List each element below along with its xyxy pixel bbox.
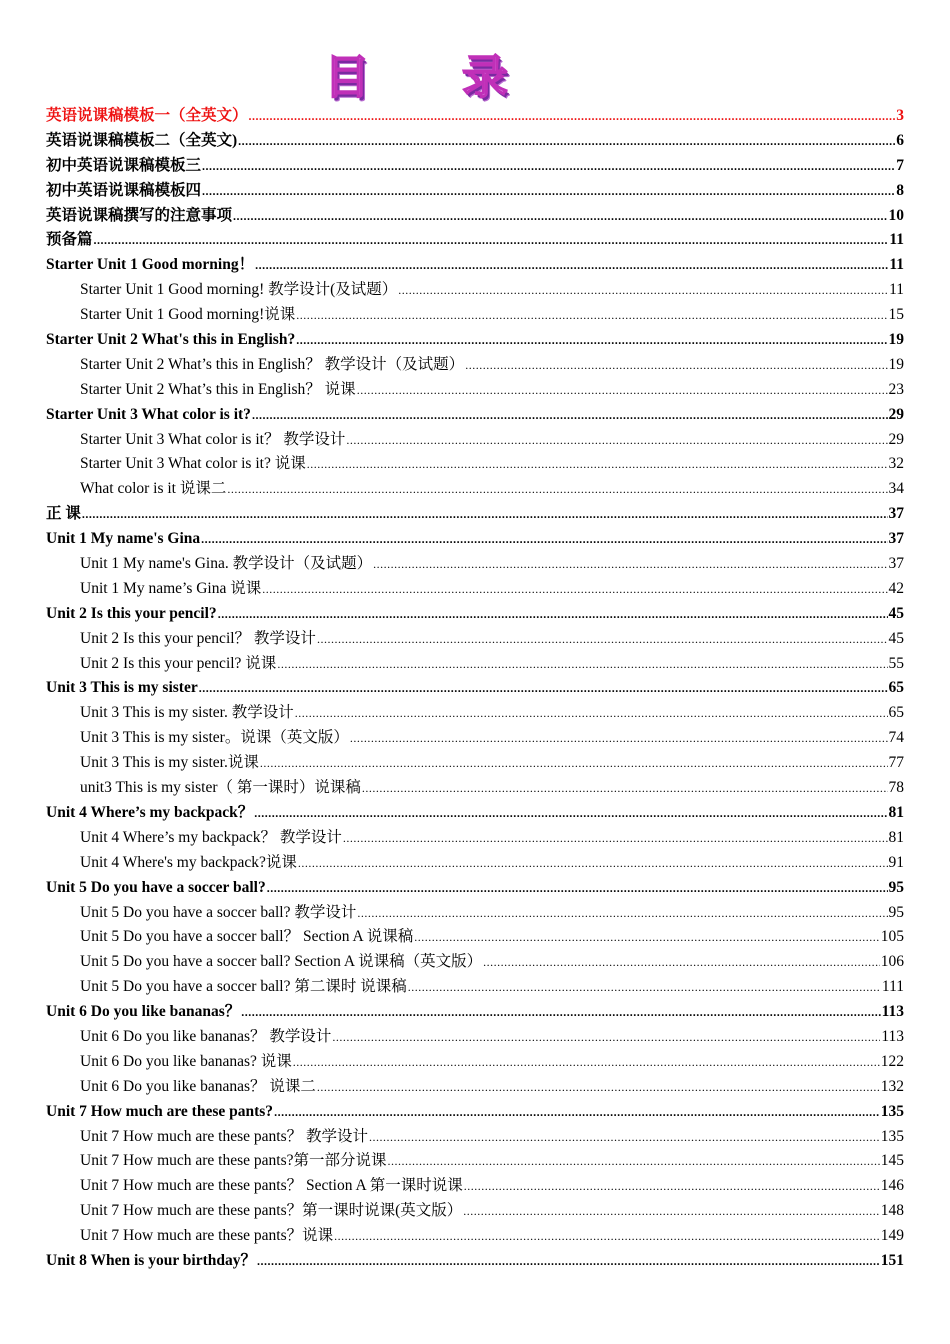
toc-dot-leader (227, 477, 887, 502)
toc-page-number: 37 (888, 530, 904, 548)
toc-dot-leader (298, 851, 888, 876)
toc-entry-title: Unit 1 My name’s Gina 说课 (80, 579, 262, 597)
toc-page-number: 151 (880, 1251, 904, 1269)
toc-page-number: 45 (888, 629, 904, 647)
toc-entry-title: Starter Unit 3 What color is it? 说课 (80, 455, 306, 473)
toc-entry-title: Unit 4 Where’s my backpack？ (46, 803, 254, 821)
toc-entry-subheading[interactable] (46, 776, 904, 801)
toc-page-number: 111 (881, 978, 904, 996)
toc-entry-heading[interactable] (46, 154, 904, 179)
toc-entry-title: 英语说课稿模板二（全英文) (46, 131, 238, 149)
toc-entry-subheading[interactable] (46, 1199, 904, 1224)
toc-dot-leader (218, 602, 888, 627)
toc-entry-heading[interactable] (46, 403, 904, 428)
toc-entry-title: Unit 3 This is my sister。说课（英文版） (80, 729, 349, 747)
toc-dot-leader (296, 328, 887, 353)
toc-entry-title: Unit 1 My name's Gina. 教学设计（及试题） (80, 555, 373, 573)
toc-entry-heading[interactable] (46, 1000, 904, 1025)
toc-entry-subheading[interactable] (46, 975, 904, 1000)
toc-page-number: 8 (896, 181, 904, 199)
toc-entry-title: Unit 3 This is my sister. 教学设计 (80, 704, 294, 722)
toc-dot-leader (252, 403, 888, 428)
toc-entry-title: Starter Unit 3 What color is it? (46, 405, 251, 423)
toc-page-number: 113 (881, 1003, 904, 1021)
toc-page-number: 106 (880, 953, 904, 971)
toc-entry-title: What color is it 说课二 (80, 480, 227, 498)
toc-entry-title: Unit 7 How much are these pants?第一部分说课 (80, 1152, 387, 1170)
toc-dot-leader (82, 502, 888, 527)
toc-entry-subheading[interactable] (46, 701, 904, 726)
toc-dot-leader (465, 353, 887, 378)
toc-dot-leader (257, 1249, 880, 1274)
toc-dot-leader (274, 1100, 880, 1125)
toc-entry-heading[interactable] (46, 502, 904, 527)
toc-page-number: 11 (889, 281, 904, 299)
toc-entry-title: Starter Unit 1 Good morning!说课 (80, 306, 296, 324)
toc-page-number: 10 (888, 206, 904, 224)
toc-page-number: 19 (888, 331, 904, 349)
toc-dot-leader (295, 701, 888, 726)
toc-page-number: 34 (888, 480, 904, 498)
toc-dot-leader (238, 129, 895, 154)
toc-page-number: 74 (888, 729, 904, 747)
toc-entry-heading[interactable] (46, 104, 904, 129)
toc-entry-title: Unit 7 How much are these pants？第一课时说课(英文版） (80, 1202, 463, 1220)
toc-entry-title: Starter Unit 2 What’s this in English？ 说课 (80, 380, 356, 398)
toc-entry-heading[interactable] (46, 228, 904, 253)
toc-entry-title: Unit 2 Is this your pencil？ 教学设计 (80, 629, 316, 647)
toc-entry-title: Starter Unit 1 Good morning！ (46, 256, 255, 274)
toc-entry-title: Starter Unit 3 What color is it？ 教学设计 (80, 430, 346, 448)
toc-page-number: 29 (888, 405, 904, 423)
toc-entry-title: Unit 2 Is this your pencil? (46, 604, 217, 622)
toc-entry-title: Unit 6 Do you like bananas？ 说课二 (80, 1077, 316, 1095)
toc-entry-title: Unit 7 How much are these pants？ Section A 第一课时说课 (80, 1177, 463, 1195)
toc-dot-leader (373, 552, 887, 577)
toc-dot-leader (357, 901, 887, 926)
toc-entry-subheading[interactable] (46, 1224, 904, 1249)
toc-entry-subheading[interactable] (46, 826, 904, 851)
toc-entry-subheading[interactable] (46, 925, 904, 950)
toc-entry-subheading[interactable] (46, 428, 904, 453)
toc-entry-heading[interactable] (46, 1100, 904, 1125)
toc-dot-leader (293, 1050, 880, 1075)
toc-dot-leader (201, 527, 887, 552)
toc-entry-title: Unit 5 Do you have a soccer ball？ Section A 说课稿 (80, 928, 414, 946)
toc-page-number: 6 (896, 131, 904, 149)
toc-dot-leader (277, 652, 887, 677)
toc-page-number: 81 (888, 803, 904, 821)
toc-dot-leader (398, 278, 888, 303)
toc-entry-heading[interactable] (46, 801, 904, 826)
toc-page-number: 135 (880, 1102, 904, 1120)
toc-dot-leader (362, 776, 888, 801)
toc-entry-subheading[interactable] (46, 950, 904, 975)
page-title: 目 录 (324, 50, 547, 104)
toc-entry-subheading[interactable] (46, 1075, 904, 1100)
toc-entry-subheading[interactable] (46, 851, 904, 876)
toc-entry-subheading[interactable] (46, 353, 904, 378)
toc-dot-leader (388, 1149, 880, 1174)
toc-entry-heading[interactable] (46, 876, 904, 901)
toc-entry-subheading[interactable] (46, 652, 904, 677)
toc-dot-leader (199, 676, 888, 701)
toc-dot-leader (350, 726, 888, 751)
toc-dot-leader (334, 1224, 880, 1249)
toc-dot-leader (260, 751, 888, 776)
toc-dot-leader (343, 826, 888, 851)
toc-page-number: 29 (888, 430, 904, 448)
toc-entry-title: 正 课 (46, 505, 81, 523)
toc-entry-subheading[interactable] (46, 627, 904, 652)
toc-entry-subheading[interactable] (46, 452, 904, 477)
toc-entry-title: Unit 5 Do you have a soccer ball? 教学设计 (80, 903, 357, 921)
toc-page-number: 91 (888, 853, 904, 871)
toc-dot-leader (241, 1000, 880, 1025)
toc-page-number: 95 (888, 878, 904, 896)
toc-entry-subheading[interactable] (46, 577, 904, 602)
toc-entry-subheading[interactable] (46, 477, 904, 502)
toc-dot-leader (249, 104, 896, 129)
toc-entry-heading[interactable] (46, 179, 904, 204)
toc-page-number: 149 (880, 1227, 904, 1245)
toc-entry-title: Starter Unit 2 What's this in English? (46, 331, 296, 349)
toc-page-number: 37 (888, 555, 904, 573)
toc-entry-subheading[interactable] (46, 901, 904, 926)
toc-entry-heading[interactable] (46, 253, 904, 278)
toc-entry-title: Unit 6 Do you like bananas? 说课 (80, 1052, 292, 1070)
toc-page-number: 19 (888, 355, 904, 373)
toc-dot-leader (317, 627, 888, 652)
toc-entry-title: Unit 3 This is my sister.说课 (80, 754, 259, 772)
toc-dot-leader (262, 577, 887, 602)
toc-entry-subheading[interactable] (46, 1025, 904, 1050)
toc-entry-heading[interactable] (46, 129, 904, 154)
toc-entry-heading[interactable] (46, 676, 904, 701)
toc-entry-heading[interactable] (46, 328, 904, 353)
toc-page-number: 105 (880, 928, 904, 946)
toc-entry-title: Starter Unit 2 What’s this in English？ 教学设计（及试题） (80, 355, 465, 373)
toc-dot-leader (464, 1174, 880, 1199)
toc-page-number: 113 (881, 1027, 904, 1045)
toc-entry-title: Unit 7 How much are these pants？说课 (80, 1227, 334, 1245)
toc-entry-title: Unit 1 My name's Gina (46, 530, 201, 548)
toc-dot-leader (267, 876, 888, 901)
toc-page-number: 11 (889, 256, 904, 274)
toc-page-number: 11 (889, 231, 904, 249)
table-of-contents (46, 104, 904, 1274)
toc-dot-leader (332, 1025, 880, 1050)
toc-entry-title: Unit 5 Do you have a soccer ball? (46, 878, 266, 896)
toc-entry-title: 初中英语说课稿模板四 (46, 181, 202, 199)
toc-entry-subheading[interactable] (46, 1050, 904, 1075)
toc-page-number: 65 (888, 704, 904, 722)
toc-entry-title: Unit 7 How much are these pants? (46, 1102, 274, 1120)
toc-entry-heading[interactable] (46, 602, 904, 627)
toc-entry-title: Unit 5 Do you have a soccer ball? 第二课时 说课稿 (80, 978, 407, 996)
toc-dot-leader (233, 204, 887, 229)
toc-page-number: 132 (880, 1077, 904, 1095)
toc-dot-leader (463, 1199, 879, 1224)
toc-entry-subheading[interactable] (46, 1174, 904, 1199)
toc-entry-title: Unit 4 Where's my backpack?说课 (80, 853, 297, 871)
toc-dot-leader (483, 950, 880, 975)
toc-page-number: 37 (888, 505, 904, 523)
toc-page-number: 77 (888, 754, 904, 772)
toc-page-number: 7 (896, 156, 904, 174)
toc-dot-leader (202, 179, 895, 204)
toc-entry-title: Unit 5 Do you have a soccer ball? Section A 说课稿（英文版） (80, 953, 483, 971)
toc-entry-subheading[interactable] (46, 726, 904, 751)
toc-entry-title: 英语说课稿模板一（全英文） (46, 107, 248, 124)
toc-dot-leader (408, 975, 881, 1000)
toc-page-number: 148 (880, 1202, 904, 1220)
toc-entry-heading[interactable] (46, 1249, 904, 1274)
toc-entry-title: 英语说课稿撰写的注意事项 (46, 206, 233, 224)
toc-entry-title: Starter Unit 1 Good morning! 教学设计(及试题） (80, 281, 398, 299)
toc-dot-leader (94, 228, 889, 253)
toc-page-number: 45 (888, 604, 904, 622)
toc-entry-subheading[interactable] (46, 552, 904, 577)
toc-entry-heading[interactable] (46, 204, 904, 229)
toc-dot-leader (254, 801, 887, 826)
toc-dot-leader (414, 925, 880, 950)
toc-page-number: 146 (880, 1177, 904, 1195)
toc-page-number: 3 (896, 107, 904, 124)
toc-page-number: 122 (880, 1052, 904, 1070)
toc-dot-leader (255, 253, 888, 278)
toc-page-number: 15 (888, 306, 904, 324)
toc-entry-title: Unit 8 When is your birthday？ (46, 1251, 257, 1269)
toc-page-number: 145 (880, 1152, 904, 1170)
toc-entry-title: Unit 4 Where’s my backpack？ 教学设计 (80, 828, 342, 846)
toc-entry-subheading[interactable] (46, 1149, 904, 1174)
toc-page-number: 65 (888, 679, 904, 697)
toc-entry-title: Unit 3 This is my sister (46, 679, 198, 697)
toc-entry-title: 初中英语说课稿模板三 (46, 156, 202, 174)
toc-dot-leader (202, 154, 895, 179)
toc-entry-subheading[interactable] (46, 1125, 904, 1150)
toc-page-number: 55 (888, 654, 904, 672)
toc-page-number: 81 (888, 828, 904, 846)
toc-entry-heading[interactable] (46, 527, 904, 552)
toc-dot-leader (317, 1075, 880, 1100)
toc-entry-title: Unit 2 Is this your pencil? 说课 (80, 654, 277, 672)
toc-entry-subheading[interactable] (46, 378, 904, 403)
toc-entry-title: Unit 6 Do you like bananas？ 教学设计 (80, 1027, 332, 1045)
toc-entry-title: 预备篇 (46, 231, 93, 249)
toc-entry-subheading[interactable] (46, 751, 904, 776)
toc-page-number: 95 (888, 903, 904, 921)
toc-dot-leader (307, 452, 888, 477)
toc-entry-title: unit3 This is my sister（ 第一课时）说课稿 (80, 779, 361, 797)
toc-page-number: 42 (888, 579, 904, 597)
toc-page-number: 135 (880, 1127, 904, 1145)
toc-page-number: 23 (888, 380, 904, 398)
toc-dot-leader (357, 378, 888, 403)
toc-entry-subheading[interactable] (46, 303, 904, 328)
toc-entry-subheading[interactable] (46, 278, 904, 303)
toc-page-number: 78 (888, 779, 904, 797)
toc-dot-leader (346, 428, 887, 453)
toc-dot-leader (296, 303, 887, 328)
toc-page-number: 32 (888, 455, 904, 473)
toc-dot-leader (369, 1125, 880, 1150)
toc-entry-title: Unit 6 Do you like bananas？ (46, 1003, 241, 1021)
toc-entry-title: Unit 7 How much are these pants？ 教学设计 (80, 1127, 368, 1145)
